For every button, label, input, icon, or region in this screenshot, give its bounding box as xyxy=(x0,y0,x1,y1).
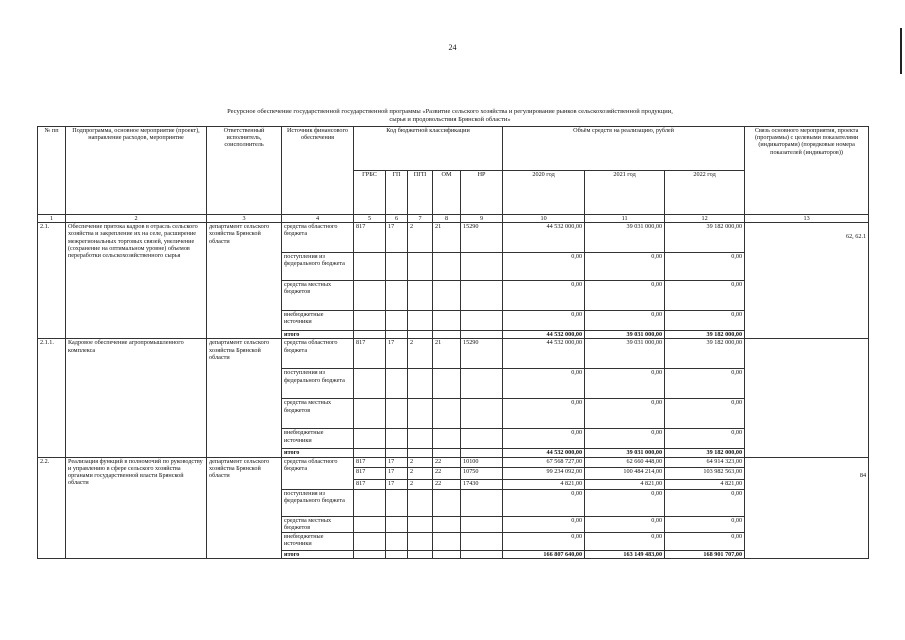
code-np: 17430 xyxy=(461,479,503,489)
table-row xyxy=(38,457,869,467)
source-local: средства местных бюджетов xyxy=(282,281,354,311)
value-2022: 0,00 xyxy=(665,516,745,532)
value-2020: 44 532 000,00 xyxy=(503,339,585,369)
section-number: 2.2. xyxy=(38,457,66,558)
colnum: 1 xyxy=(38,215,66,223)
header-subprogram: Подпрограмма, основное мероприятие (проект), направление расходов, мероприятие xyxy=(66,127,207,215)
value-2020: 0,00 xyxy=(503,281,585,311)
value-2022: 4 821,00 xyxy=(665,479,745,489)
value-2020: 0,00 xyxy=(503,516,585,532)
colnum: 4 xyxy=(282,215,354,223)
code-om: 22 xyxy=(433,479,461,489)
code-grbs: 817 xyxy=(354,457,386,467)
header-2020: 2020 год xyxy=(503,171,585,215)
section-number: 2.1.1. xyxy=(38,339,66,457)
code-np: 10100 xyxy=(461,457,503,467)
section-executor: департамент сельского хозяйства Брянской области xyxy=(207,457,282,558)
value-2022: 0,00 xyxy=(665,369,745,399)
code-np: 10750 xyxy=(461,467,503,479)
value-2020: 4 821,00 xyxy=(503,479,585,489)
value-2020: 99 234 092,00 xyxy=(503,467,585,479)
header-gp: ГП xyxy=(386,171,408,215)
colnum: 5 xyxy=(354,215,386,223)
value-2022: 103 982 563,00 xyxy=(665,467,745,479)
total-2021: 163 149 483,00 xyxy=(585,550,665,558)
code-om: 21 xyxy=(433,223,461,253)
value-2020: 0,00 xyxy=(503,311,585,331)
value-2022: 0,00 xyxy=(665,253,745,281)
value-2021: 0,00 xyxy=(585,489,665,516)
value-2021: 4 821,00 xyxy=(585,479,665,489)
header-volume: Объём средств на реализацию, рублей xyxy=(503,127,745,171)
code-grbs: 817 xyxy=(354,467,386,479)
code-grbs: 817 xyxy=(354,223,386,253)
total-2020: 44 532 000,00 xyxy=(503,331,585,339)
colnum: 13 xyxy=(745,215,869,223)
total-2022: 39 182 000,00 xyxy=(665,449,745,457)
value-2021: 0,00 xyxy=(585,311,665,331)
section-link: 84 xyxy=(745,457,869,558)
value-2022: 0,00 xyxy=(665,281,745,311)
section-name: Реализация функций в полномочий по руководству и управлению в сфере сельского хозяйства органами государственной власти Брянской области xyxy=(66,457,207,558)
section-name: Кадровое обеспечение агропромышленного комплекса xyxy=(66,339,207,457)
source-federal: поступления из федерального бюджета xyxy=(282,253,354,281)
colnum: 10 xyxy=(503,215,585,223)
value-2020: 0,00 xyxy=(503,532,585,550)
header-link: Связь основного мероприятия, проекта (программы) с целевыми показателями (индикаторами) (порядковые номера показателей (индикаторов)) xyxy=(745,127,869,215)
value-2020: 0,00 xyxy=(503,399,585,429)
section-name: Обеспечение притока кадров в отрасль сельского хозяйства и закрепление их на селе, расширение межрегиональных торговых связей, увеличение (сохранение на оптимальном уровне) объемов переработки сельскохозяйственного сырья xyxy=(66,223,207,339)
value-2022: 39 182 000,00 xyxy=(665,339,745,369)
value-2022: 0,00 xyxy=(665,399,745,429)
title-line-2: сырья и продовольствия Брянской области» xyxy=(389,116,511,123)
value-2021: 0,00 xyxy=(585,253,665,281)
colnum: 11 xyxy=(585,215,665,223)
total-2022: 39 182 000,00 xyxy=(665,331,745,339)
resource-table xyxy=(37,126,869,559)
code-gp: 17 xyxy=(386,223,408,253)
source-total: итого xyxy=(282,550,354,558)
table-row xyxy=(38,223,869,253)
value-2020: 0,00 xyxy=(503,253,585,281)
colnum: 3 xyxy=(207,215,282,223)
section-link: 62, 62.1 xyxy=(745,223,869,339)
value-2021: 39 031 000,00 xyxy=(585,223,665,253)
code-om: 22 xyxy=(433,457,461,467)
source-regional: средства областного бюджета xyxy=(282,339,354,369)
total-2021: 39 031 000,00 xyxy=(585,449,665,457)
colnum: 8 xyxy=(433,215,461,223)
value-2020: 0,00 xyxy=(503,489,585,516)
column-number-row xyxy=(38,215,869,223)
document-title xyxy=(150,108,750,124)
header-executor: Ответственный исполнитель, соисполнитель xyxy=(207,127,282,215)
source-regional: средства областного бюджета xyxy=(282,457,354,489)
header-pgp: ПГП xyxy=(408,171,433,215)
table-row xyxy=(38,339,869,369)
code-pgp: 2 xyxy=(408,479,433,489)
code-np: 15290 xyxy=(461,223,503,253)
header-row-1 xyxy=(38,127,869,171)
value-2022: 0,00 xyxy=(665,532,745,550)
colnum: 6 xyxy=(386,215,408,223)
source-extra: внебюджетные источники xyxy=(282,429,354,449)
value-2020: 0,00 xyxy=(503,369,585,399)
code-gp: 17 xyxy=(386,467,408,479)
value-2022: 0,00 xyxy=(665,311,745,331)
value-2021: 62 660 448,00 xyxy=(585,457,665,467)
source-federal: поступления из федерального бюджета xyxy=(282,489,354,516)
value-2021: 100 484 214,00 xyxy=(585,467,665,479)
total-2020: 166 807 640,00 xyxy=(503,550,585,558)
value-2022: 39 182 000,00 xyxy=(665,223,745,253)
header-om: ОМ xyxy=(433,171,461,215)
total-2021: 39 031 000,00 xyxy=(585,331,665,339)
section-number: 2.1. xyxy=(38,223,66,339)
code-grbs: 817 xyxy=(354,479,386,489)
value-2021: 0,00 xyxy=(585,429,665,449)
code-np: 15290 xyxy=(461,339,503,369)
colnum: 2 xyxy=(66,215,207,223)
value-2021: 0,00 xyxy=(585,369,665,399)
source-regional: средства областного бюджета xyxy=(282,223,354,253)
page-number: 24 xyxy=(448,43,457,52)
scan-edge-mark xyxy=(900,28,902,74)
colnum: 12 xyxy=(665,215,745,223)
value-2021: 0,00 xyxy=(585,399,665,429)
code-pgp: 2 xyxy=(408,339,433,369)
value-2021: 39 031 000,00 xyxy=(585,339,665,369)
source-total: итого xyxy=(282,331,354,339)
code-gp: 17 xyxy=(386,457,408,467)
value-2022: 0,00 xyxy=(665,429,745,449)
source-extra: внебюджетные источники xyxy=(282,532,354,550)
code-grbs: 817 xyxy=(354,339,386,369)
source-federal: поступления из федерального бюджета xyxy=(282,369,354,399)
code-om: 22 xyxy=(433,467,461,479)
code-pgp: 2 xyxy=(408,467,433,479)
value-2022: 64 914 323,00 xyxy=(665,457,745,467)
header-2021: 2021 год xyxy=(585,171,665,215)
header-grbs: ГРБС xyxy=(354,171,386,215)
title-line-1: Ресурсное обеспечение государственной государственной программы «Развитие сельского хозяйства и регулирование рынков сельскохозяйственной продукции, xyxy=(227,108,673,115)
code-pgp: 2 xyxy=(408,223,433,253)
value-2020: 67 568 727,00 xyxy=(503,457,585,467)
header-2022: 2022 год xyxy=(665,171,745,215)
section-link xyxy=(745,339,869,457)
total-2020: 44 532 000,00 xyxy=(503,449,585,457)
value-2020: 44 532 000,00 xyxy=(503,223,585,253)
value-2021: 0,00 xyxy=(585,516,665,532)
source-local: средства местных бюджетов xyxy=(282,399,354,429)
value-2021: 0,00 xyxy=(585,281,665,311)
code-gp: 17 xyxy=(386,479,408,489)
value-2022: 0,00 xyxy=(665,489,745,516)
header-np: НР xyxy=(461,171,503,215)
colnum: 7 xyxy=(408,215,433,223)
value-2021: 0,00 xyxy=(585,532,665,550)
code-pgp: 2 xyxy=(408,457,433,467)
total-2022: 168 901 707,00 xyxy=(665,550,745,558)
header-source: Источник финансового обеспечения xyxy=(282,127,354,215)
source-extra: внебюджетные источники xyxy=(282,311,354,331)
value-2020: 0,00 xyxy=(503,429,585,449)
header-num: № пп xyxy=(38,127,66,215)
header-budget-code: Код бюджетной классификации xyxy=(354,127,503,171)
colnum: 9 xyxy=(461,215,503,223)
code-gp: 17 xyxy=(386,339,408,369)
source-local: средства местных бюджетов xyxy=(282,516,354,532)
code-om: 21 xyxy=(433,339,461,369)
source-total: итого xyxy=(282,449,354,457)
section-executor: департамент сельского хозяйства Брянской области xyxy=(207,339,282,457)
section-executor: департамент сельского хозяйства Брянской области xyxy=(207,223,282,339)
